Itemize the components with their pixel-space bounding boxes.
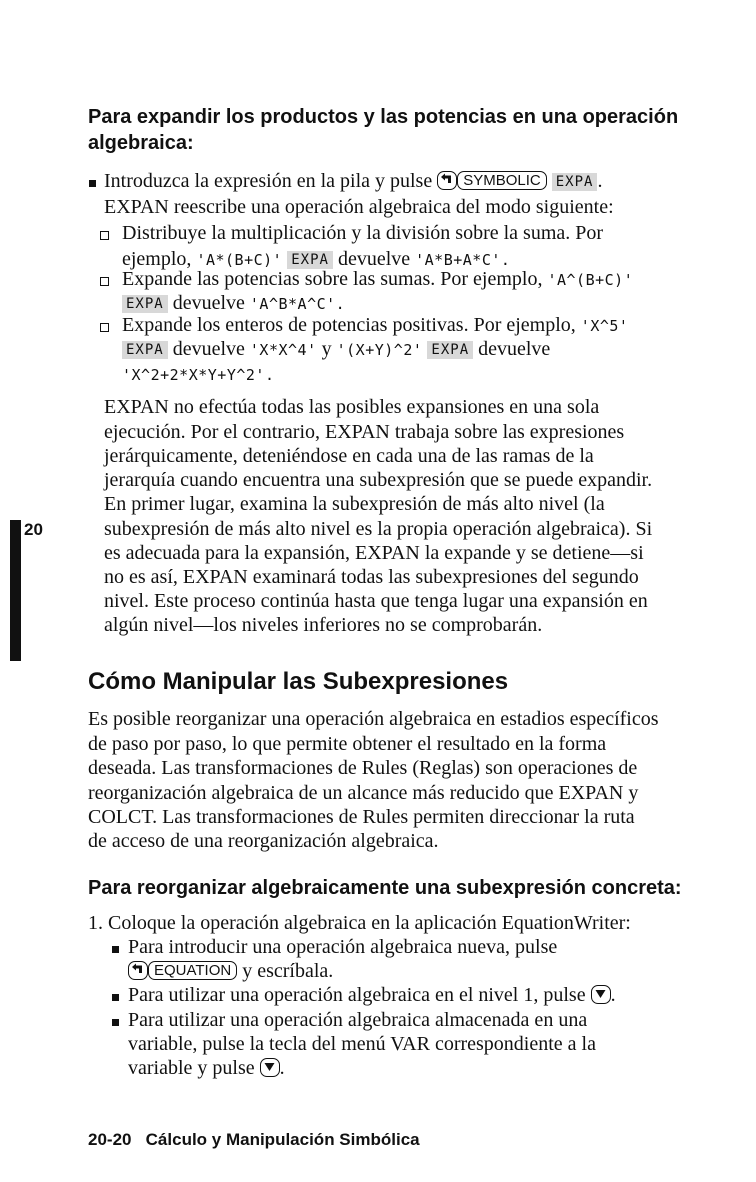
chapter-title: Cálculo y Manipulación Simbólica	[145, 1130, 420, 1149]
bullet-text: EQUATION y escríbala.	[128, 958, 333, 984]
code-expression: 'X^5'	[580, 317, 629, 335]
bullet-text: Para utilizar una operación algebraica almacenada en una	[128, 1009, 588, 1031]
code-expression: 'A*B+A*C'.	[415, 251, 511, 269]
sub-bullet-text: Distribuye la multiplicación y la división sobre la suma. Por	[122, 222, 604, 244]
page-footer	[88, 1130, 420, 1150]
code-expression: 'A^(B+C)'	[547, 271, 634, 289]
expa-softkey: EXPA	[122, 341, 168, 359]
bullet-text: Para utilizar una operación algebraica en el nivel 1, pulse .	[128, 984, 616, 1006]
sub-bullet-text: ejemplo, 'A*(B+C)' EXPA devuelve 'A*B+A*C'.	[122, 248, 511, 270]
equation-key: EQUATION	[148, 961, 237, 980]
expa-softkey: EXPA	[427, 341, 473, 359]
bullet-marker	[112, 1019, 119, 1026]
section-heading-expand	[88, 104, 728, 156]
code-expression: 'X*X^4'	[249, 341, 317, 359]
bullet-text: Para introducir una operación algebraica nueva, pulse	[128, 936, 558, 958]
expa-softkey: EXPA	[122, 295, 168, 313]
section-heading-rearrange: Para reorganizar algebraicamente una subexpresión concreta:	[88, 877, 682, 899]
left-shift-key-icon	[437, 171, 457, 190]
heading-line-1: Para expandir los productos y las potencias en una operación	[88, 106, 679, 128]
sub-bullet-marker	[100, 323, 109, 332]
step-1: 1. Coloque la operación algebraica en la aplicación EquationWriter:	[88, 912, 631, 934]
down-arrow-key-icon	[260, 1058, 280, 1077]
sub-bullet-text: EXPA devuelve 'A^B*A^C'.	[122, 290, 345, 317]
chapter-number: 20	[24, 520, 43, 539]
instruction-line: Introduzca la expresión en la pila y pulse SYMBOLIC EXPA .	[104, 170, 603, 192]
page-number: 20-20	[88, 1130, 132, 1149]
left-shift-key-icon	[128, 961, 148, 980]
sub-bullet-text: Expande las potencias sobre las sumas. Por ejemplo, 'A^(B+C)'	[122, 268, 634, 290]
bullet-marker	[112, 994, 119, 1001]
bullet-text: variable y pulse .	[128, 1057, 285, 1079]
instruction-line: EXPAN reescribe una operación algebraica del modo siguiente:	[104, 196, 614, 218]
code-expression: 'X^2+2*X*Y+Y^2'.	[122, 366, 275, 384]
down-arrow-key-icon	[591, 985, 611, 1004]
bullet-text: variable, pulse la tecla del menú VAR correspondiente a la	[128, 1033, 596, 1055]
section-heading-subexpressions: Cómo Manipular las Subexpresiones	[88, 668, 509, 695]
manual-page: Para expandir los productos y las potencias en una operación algebraica: Introduzca la expresión en la pila y pulse SYMBOLIC EXPA . EXPAN reescribe una operación algebraica del modo siguiente: Distribuye la multiplicación y la división sobre la suma. Por ejemplo, 'A*(B+C)' EXPA devuelve 'A*B+A*C'. Expande las potencias sobre las sumas. Por ejemplo, 'A^(B+C)' EXPA devuelve 'A^B*A^C'. Expande los enteros de potencias positivas. Por ejemplo, 'X^5' EXPA devuelve 'X*X^4' y '(X+Y)^2' EXPA devuelve 'X^2+2*X*Y+Y^2'. EXPAN no efectúa todas las posibles expansiones en una sola ejecución. Por el contrario, EXPAN trabaja sobre las expresiones jerárquicamente, deteniéndose en cada una de las ramas de la jerarquía cuando encuentra una subexpresión que se puede expandir. En primer lugar, examina la subexpresión de más alto nivel (la subexpresión de más alto nivel es la propia operación algebraica). Si es adecuada para la expansión, EXPAN la expande y se detiene—si no es así, EXPAN examinará todas las subexpresiones del segundo nivel. Este proceso continúa hasta que tenga lugar una expansión en algún nivel—los niveles inferiores no se comprobarán. 20 Cómo Manipular las Subexpresiones Es posible reorganizar una operación algebraica en estadios específicos de paso por paso, lo que permite obtener el resultado en la forma deseada. Las transformaciones de Rules (Reglas) son operaciones de reorganización algebraica de un alcance más reducido que EXPAN y COLCT. Las transformaciones de Rules permiten direccionar la ruta de acceso de una reorganización algebraica. Para reorganizar algebraicamente una subexpresión concreta: 1. Coloque la operación algebraica en la aplicación EquationWriter: Para introducir una operación algebraica nueva, pulse EQUATION y escríbala. Para utilizar una operación algebraica en el nivel 1, pulse . Para utilizar una operación algebraica almacenada en una variable, pulse la tecla del menú VAR correspondiente a la variable y pulse . 20-20 Cálculo y Manipulación Simbólica	[0, 0, 756, 1182]
symbolic-key: SYMBOLIC	[457, 171, 547, 190]
expa-softkey: EXPA	[287, 251, 333, 269]
sub-bullet-text: EXPA devuelve 'X*X^4' y '(X+Y)^2' EXPA devuelve	[122, 336, 550, 363]
heading-line-2: algebraica:	[88, 132, 194, 154]
code-expression: '(X+Y)^2'	[336, 341, 423, 359]
sub-bullet-text	[122, 361, 275, 388]
expa-softkey: EXPA	[552, 173, 598, 191]
code-expression: 'A*(B+C)'	[196, 251, 283, 269]
code-expression: 'A^B*A^C'.	[249, 295, 346, 313]
bullet-marker	[112, 946, 119, 953]
bullet-marker	[89, 180, 96, 187]
chapter-sidebar-bar	[10, 520, 21, 661]
sub-bullet-marker	[100, 277, 109, 286]
sub-bullet-marker	[100, 231, 109, 240]
sub-bullet-text: Expande los enteros de potencias positivas. Por ejemplo, 'X^5'	[122, 314, 629, 336]
